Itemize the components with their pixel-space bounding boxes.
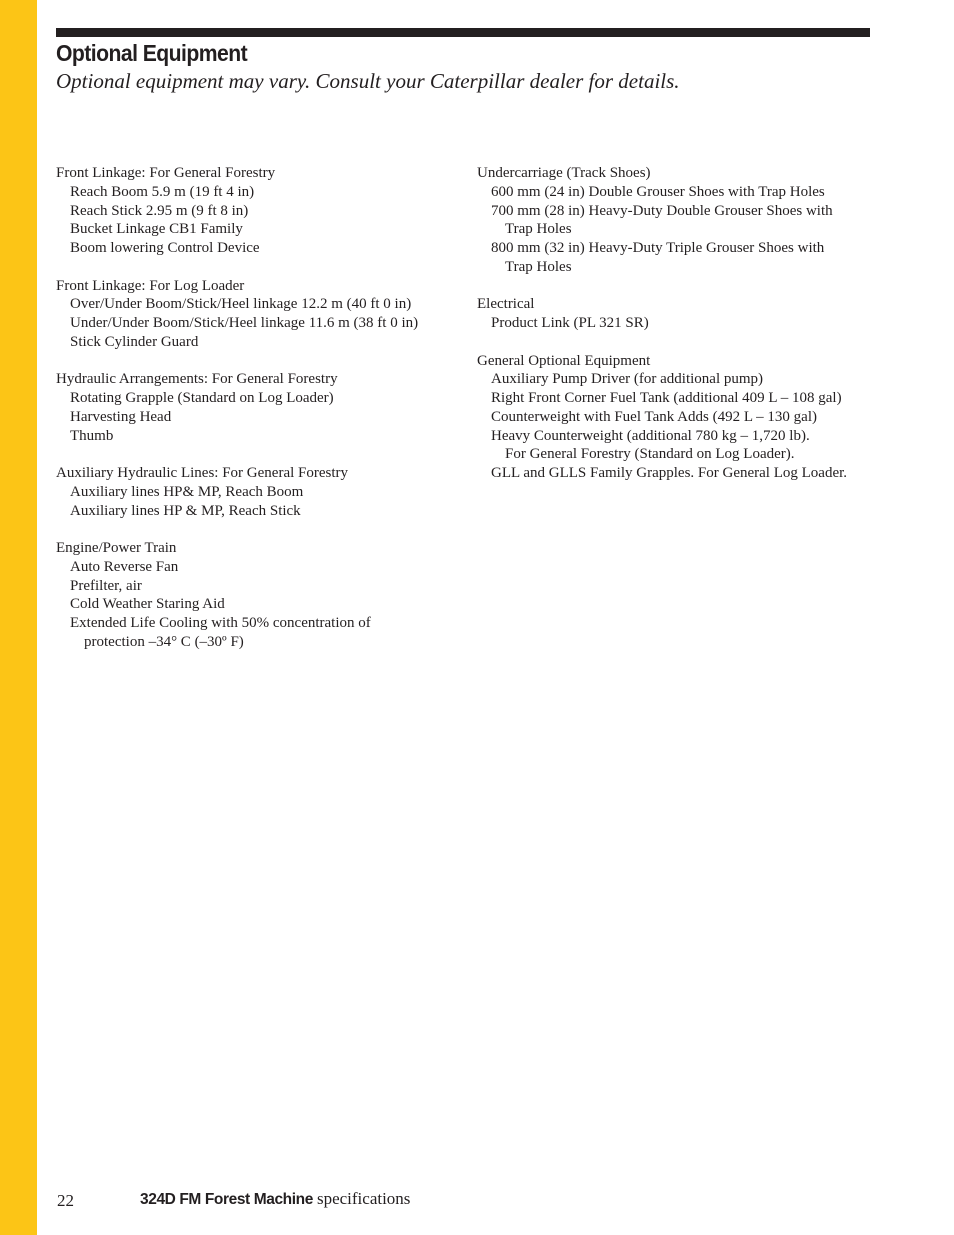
section-undercarriage xyxy=(477,164,897,277)
footer-product-name: 324D FM Forest Machine xyxy=(140,1191,313,1208)
section-heading: Engine/Power Train xyxy=(56,540,177,556)
section-engine-power-train xyxy=(56,539,456,652)
list-item: 600 mm (24 in) Double Grouser Shoes with Trap Holes xyxy=(491,183,825,200)
section-electrical xyxy=(477,295,897,333)
list-item: Under/Under Boom/Stick/Heel linkage 11.6 m (38 ft 0 in) xyxy=(70,315,419,331)
list-item: Rotating Grapple (Standard on Log Loader) xyxy=(70,390,334,406)
list-item: Auto Reverse Fan xyxy=(70,558,179,575)
list-item: Cold Weather Staring Aid xyxy=(70,596,225,613)
list-item: Harvesting Head xyxy=(70,408,172,425)
section-heading: General Optional Equipment xyxy=(477,352,651,369)
section-front-linkage-general-forestry xyxy=(56,164,456,258)
list-item: Auxiliary lines HP & MP, Reach Stick xyxy=(70,502,301,519)
page-subtitle: Optional equipment may vary. Consult your Caterpillar dealer for details. xyxy=(56,69,680,93)
footer-title xyxy=(140,1188,410,1211)
section-general-optional-equipment xyxy=(477,352,897,483)
section-heading: Undercarriage (Track Shoes) xyxy=(477,165,651,181)
list-item: Extended Life Cooling with 50% concentration of xyxy=(70,615,371,631)
list-item: Bucket Linkage CB1 Family xyxy=(70,221,243,238)
list-item-continuation: Trap Holes xyxy=(505,258,572,275)
list-item: Right Front Corner Fuel Tank (additional 409 L – 108 gal) xyxy=(491,390,842,406)
section-heading: Electrical xyxy=(477,296,535,313)
list-item: Auxiliary Pump Driver (for additional pump) xyxy=(491,371,764,388)
list-item: 800 mm (32 in) Heavy-Duty Triple Grouser Shoes with xyxy=(491,240,825,256)
list-item-continuation: Trap Holes xyxy=(505,221,572,238)
yellow-side-band xyxy=(0,0,37,1235)
list-item-continuation: For General Forestry (Standard on Log Loader). xyxy=(505,446,795,463)
page-number: 22 xyxy=(57,1191,74,1210)
section-heading: Hydraulic Arrangements: For General Forestry xyxy=(56,371,338,388)
left-column xyxy=(56,164,456,670)
list-item: Reach Boom 5.9 m (19 ft 4 in) xyxy=(70,183,255,200)
page-title: Optional Equipment xyxy=(56,40,248,66)
section-hydraulic-arrangements xyxy=(56,370,456,445)
list-item: Over/Under Boom/Stick/Heel linkage 12.2 m (40 ft 0 in) xyxy=(70,296,412,313)
list-item: Prefilter, air xyxy=(70,577,142,594)
list-item: Counterweight with Fuel Tank Adds (492 L – 130 gal) xyxy=(491,408,818,425)
list-item: GLL and GLLS Family Grapples. For General Log Loader. xyxy=(491,465,848,481)
section-auxiliary-hydraulic-lines xyxy=(56,464,456,520)
list-item: Boom lowering Control Device xyxy=(70,240,260,256)
section-heading: Front Linkage: For General Forestry xyxy=(56,165,276,181)
section-heading: Front Linkage: For Log Loader xyxy=(56,277,245,294)
section-front-linkage-log-loader xyxy=(56,277,456,352)
list-item: 700 mm (28 in) Heavy-Duty Double Grouser Shoes with xyxy=(491,202,833,219)
list-item: Reach Stick 2.95 m (9 ft 8 in) xyxy=(70,202,249,219)
top-rule xyxy=(56,28,870,37)
list-item: Stick Cylinder Guard xyxy=(70,333,199,350)
right-column xyxy=(477,164,897,502)
page-footer xyxy=(0,1188,954,1212)
section-heading: Auxiliary Hydraulic Lines: For General Forestry xyxy=(56,465,349,481)
list-item: Thumb xyxy=(70,427,114,444)
list-item: Heavy Counterweight (additional 780 kg – 1,720 lb). xyxy=(491,427,810,444)
footer-doc-type: specifications xyxy=(316,1189,411,1208)
list-item-continuation: protection –34° C (–30º F) xyxy=(84,633,244,650)
list-item: Product Link (PL 321 SR) xyxy=(491,315,649,331)
list-item: Auxiliary lines HP& MP, Reach Boom xyxy=(70,483,304,500)
